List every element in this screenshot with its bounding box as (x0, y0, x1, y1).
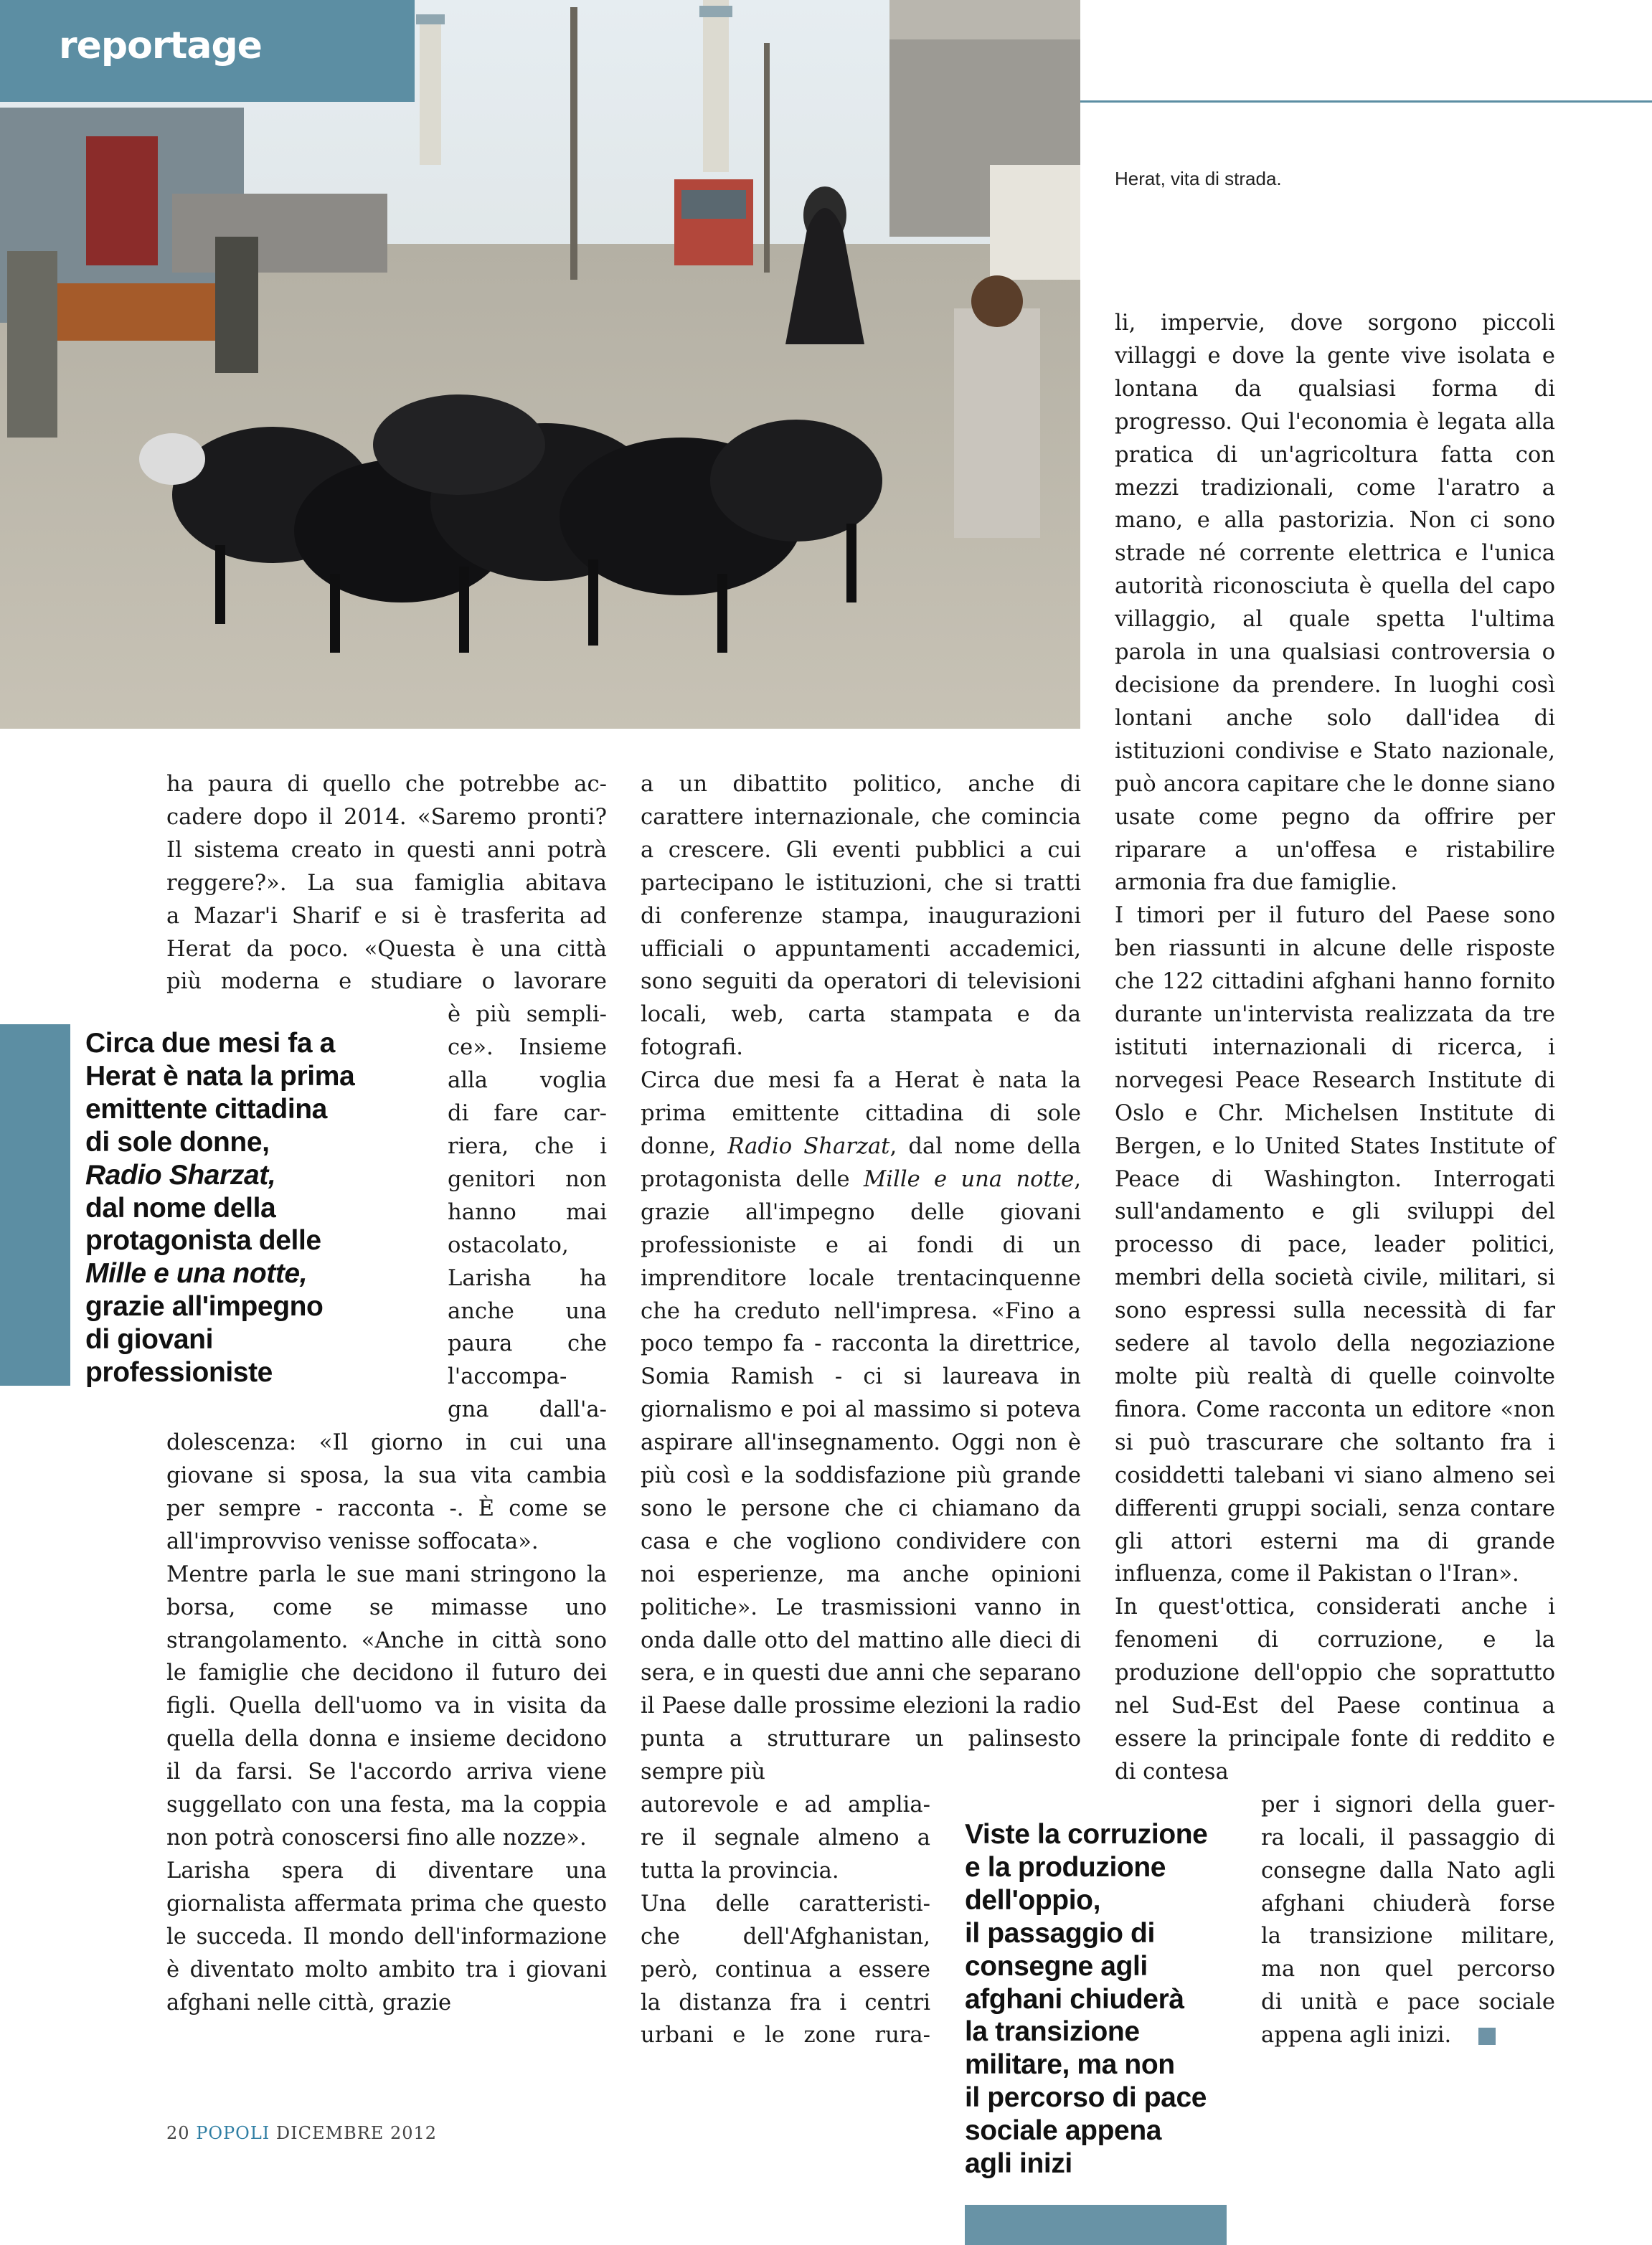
pull-quote-line: la transizione (965, 2016, 1140, 2048)
text-line: è più sempli- (448, 1002, 607, 1028)
article-column-1 (166, 768, 607, 2019)
col2-wrap-block (641, 1789, 930, 2052)
col1-top-block (166, 768, 607, 998)
text-run: appena agli inizi. (1261, 2023, 1452, 2048)
text-line: più moderna e studiare o lavorare (166, 969, 607, 995)
text-line: tutta la provincia. (641, 1858, 839, 1884)
paragraph: Mentre parla le sue mani stringono la borsa, come se mimasse uno strangolamento. «Anche in città sono le famiglie che decidono il futuro dei figli. Quella dell'uomo va in visita da quella della donna e insieme decidono il da farsi. Se l'accordo arriva viene suggellato con una festa, ma la coppia non potrà conoscersi fino alle nozze». (166, 1561, 607, 1851)
page-footer (166, 2123, 437, 2143)
text-line: che dell'Afghanistan, (641, 1924, 930, 1949)
text-line: Il sistema creato in questi anni potrà (166, 837, 607, 863)
pull-quote-line: il percorso di pace (965, 2082, 1207, 2114)
end-mark-square-icon (1478, 2028, 1496, 2045)
text-line: anche una (448, 1298, 607, 1324)
pull-quote-line: agli inizi (965, 2148, 1072, 2180)
pull-quote-line: afghani chiuderà (965, 1983, 1184, 2015)
text-line: l'accompa- (448, 1364, 567, 1390)
pull-quote-line: e la produzione (965, 1851, 1166, 1883)
text-line: gna dall'a- (448, 1397, 607, 1423)
pull-quote-line: dell'oppio, (965, 1884, 1101, 1916)
text-line: però, continua a essere (641, 1957, 930, 1982)
text-run: , dal nome della protagonista delle (641, 1133, 1081, 1192)
text-line: la distanza fra i centri (641, 1990, 930, 2015)
text-run-italic: Mille e una notte (863, 1166, 1075, 1192)
section-header (0, 0, 415, 102)
top-rule (1080, 100, 1652, 103)
text-run-italic: Radio Sharzat (727, 1133, 890, 1159)
text-line: hanno mai (448, 1199, 607, 1225)
text-line: urbani e le zone rura- (641, 2023, 930, 2048)
text-run: , grazie all'impegno delle giovani professioniste e ai fondi di un imprenditore locale trentacinquenne che ha creduto nell'impresa. «Fino a poco tempo fa - racconta la direttrice, Somia Ramish - ci si laureava in giornalismo e poi al massimo si poteva aspirare all'insegnamento. Oggi non è più così e la soddisfazione più grande sono le persone che ci chiamano da casa e che vogliono condividere con noi esperienze, ma anche opinioni politiche». Le trasmissioni vanno in onda dalle otto del mattino alle dieci di sera, e in questi due anni che separano il Paese dalle prossime elezioni la radio punta a strutturare un palinsesto sempre più (641, 1166, 1082, 1785)
pull-quote-line: Herat è nata la prima (85, 1060, 355, 1092)
street-photo (0, 0, 1080, 729)
paragraph (641, 1064, 1081, 1789)
text-line: afghani chiuderà forse (1261, 1891, 1555, 1916)
paragraph: a un dibattito politico, anche di carattere internazionale, che comincia a crescere. Gli eventi pubblici a cui partecipano le istituzioni, che si tratti di conferenze stampa, inaugurazioni ufficiali o appuntamenti accademici, sono seguiti da operatori di televisioni locali, web, carta stampata e da fotografi. (641, 772, 1081, 1061)
text-line-last (1261, 2019, 1555, 2052)
paragraph: In quest'ottica, considerati anche i fenomeni di corruzione, e la produzione dell'oppio che soprattutto nel Sud-Est del Paese continua a essere la principale fonte di reddito e di contesa (1115, 1594, 1555, 1785)
text-line: per i signori della guer- (1261, 1792, 1555, 1818)
pull-quote-line: emittente cittadina (85, 1093, 327, 1125)
pull-quote-line: Mille e una notte, (85, 1258, 308, 1290)
text-line: cadere dopo il 2014. «Saremo pronti? (166, 804, 607, 830)
magazine-brand: POPOLI (196, 2123, 270, 2143)
pull-quote-1 (85, 1027, 354, 1389)
text-line: Herat da poco. «Questa è una città (166, 936, 607, 962)
text-line: genitori non (448, 1166, 607, 1192)
text-line: ostacolato, (448, 1232, 569, 1258)
text-run: Circa due mesi fa a Herat è nata la prima emittente cittadina di sole donne, (641, 1068, 1081, 1159)
text-line: ha paura di quello che potrebbe ac- (166, 772, 607, 797)
text-line: di unità e pace sociale (1261, 1990, 1555, 2015)
text-line: a Mazar'i Sharif e si è trasferita ad (166, 903, 607, 929)
side-accent-bar (0, 1024, 70, 1386)
paragraph: li, impervie, dove sorgono piccoli villaggi e dove la gente vive isolata e lontana da qualsiasi forma di progresso. Qui l'economia è legata alla pratica di un'agricoltura fatta con mezzi tradizionali, come l'aratro a mano, e alla pastorizia. Non ci sono strade né corrente elettrica e l'unica autorità riconosciuta è quella del capo villaggio, al quale spetta l'ultima parola in una qualsiasi controversia o decisione da prendere. In luoghi così lontani anche solo dall'idea di istituzioni condivise e Stato nazionale, può ancora capitare che le donne siano usate come pegno da offrire per riparare a un'offesa e ristabilire armonia fra due famiglie. (1115, 311, 1555, 896)
pull-quote-line: Radio Sharzat, (85, 1159, 276, 1191)
pull-quote-line: professioniste (85, 1357, 273, 1389)
section-label: reportage (59, 24, 262, 67)
text-line: ra locali, il passaggio di (1261, 1825, 1555, 1851)
pull-quote-line: Viste la corruzione (965, 1819, 1208, 1850)
text-line: reggere?». La sua famiglia abitava (166, 870, 607, 896)
text-line: autorevole e ad amplia- (641, 1792, 930, 1818)
paragraph: I timori per il futuro del Paese sono ben riassunti in alcune delle risposte che 122 cittadini afghani hanno fornito durante un'intervista realizzata da tre istituti internazionali di ricerca, i norvegesi Peace Research Institute di Oslo e Chr. Michelsen Institute di Bergen, e lo United States Institute of Peace di Washington. Interrogati sull'andamento e gli sviluppi del processo di pace, leader politici, membri della società civile, militari, si sono espressi sulla necessità di far sedere al tavolo della negoziazione molte più realtà di quelle coinvolte finora. Come racconta un editore «non si può trascurare che soltanto fra i cosiddetti talebani vi siano almeno sei differenti gruppi sociali, senza contare gli attori esterni ma di grande influenza, come il Pakistan o l'Iran». (1115, 903, 1555, 1587)
text-line: ma non quel percorso (1261, 1957, 1555, 1982)
text-line: Una delle caratteristi- (641, 1891, 930, 1916)
pull-quote-line: protagonista delle (85, 1225, 321, 1257)
text-line: la transizione militare, (1261, 1924, 1555, 1949)
pull-quote-line: di sole donne, (85, 1126, 270, 1158)
page-number: 20 (166, 2123, 190, 2143)
pull-quote-line: consegne agli (965, 1950, 1148, 1982)
text-line: paura che (448, 1331, 607, 1357)
paragraph: Larisha spera di diventare una giornalista affermata prima che questo le succeda. Il mondo dell'informazione è diventato molto ambito tra i giovani afghani nelle città, grazie (166, 1858, 607, 2015)
col1-wrap-block (448, 998, 607, 1427)
text-line: re il segnale almeno a (641, 1825, 930, 1851)
photo-caption: Herat, vita di strada. (1115, 168, 1282, 189)
paragraph: dolescenza: «Il giorno in cui una giovane si sposa, la sua vita cambia per sempre - racconta -. È come se all'improvviso venisse soffocata». (166, 1430, 607, 1554)
text-line: Larisha ha (448, 1265, 607, 1291)
pull-quote-line: sociale appena (965, 2115, 1162, 2147)
pull-quote-line: militare, ma non (965, 2049, 1175, 2081)
text-line: riera, che i (448, 1133, 607, 1159)
pull-quote-line: il passaggio di (965, 1917, 1155, 1949)
article-column-3 (1115, 307, 1555, 2052)
col3-wrap-block (1261, 1789, 1555, 2052)
text-line: di fare car- (448, 1101, 607, 1127)
pull-quote-line: di giovani (85, 1324, 214, 1356)
issue-date: DICEMBRE 2012 (275, 2123, 438, 2143)
text-line: ce». Insieme (448, 1035, 607, 1061)
pull-quote-line: Circa due mesi fa a (85, 1028, 335, 1059)
pull-quote-line: dal nome della (85, 1192, 276, 1224)
pull-quote-line: grazie all'impegno (85, 1291, 324, 1323)
text-line: consegne dalla Nato agli (1261, 1858, 1555, 1884)
text-line: alla voglia (448, 1068, 607, 1094)
bottom-accent-block (965, 2205, 1227, 2245)
